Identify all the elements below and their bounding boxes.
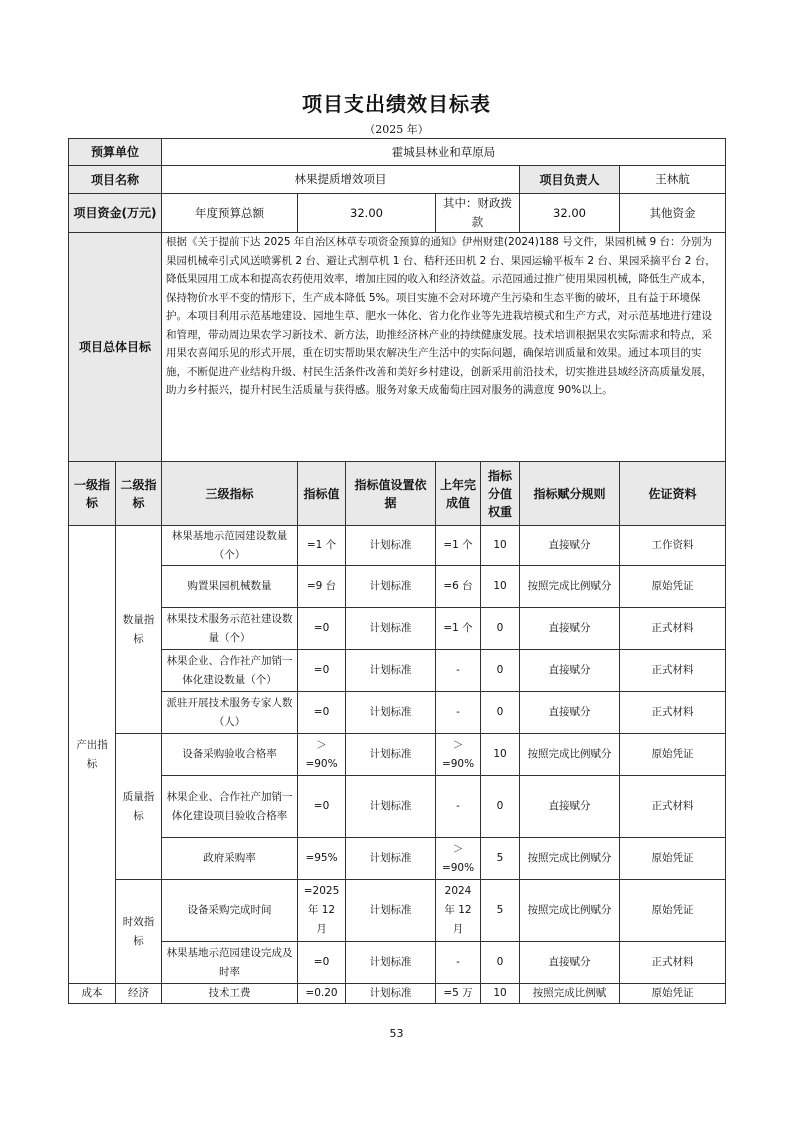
indicator-value: =1 个 xyxy=(298,526,346,566)
indicator-evidence: 正式材料 xyxy=(620,650,726,692)
indicator-basis: 计划标准 xyxy=(346,880,436,942)
indicator-evidence: 原始凭证 xyxy=(620,838,726,880)
indicator-rule: 直接赋分 xyxy=(520,526,620,566)
indicator-last-year: - xyxy=(436,650,481,692)
indicator-basis: 计划标准 xyxy=(346,942,436,984)
table-row xyxy=(69,838,726,880)
fiscal-funds-label: 其中：财政拨款 xyxy=(436,194,520,233)
indicator-last-year: - xyxy=(436,942,481,984)
indicator-basis: 计划标准 xyxy=(346,776,436,838)
indicator-evidence: 正式材料 xyxy=(620,692,726,734)
header-last-year: 上年完成值 xyxy=(436,462,481,526)
table-row xyxy=(69,650,726,692)
indicator-rule: 直接赋分 xyxy=(520,692,620,734)
indicator-last-year: ＞=90% xyxy=(436,838,481,880)
indicator-weight: 0 xyxy=(481,608,520,650)
indicator-name: 林果企业、合作社产加销一体化建设数量（个） xyxy=(162,650,298,692)
other-funds-label: 其他资金 xyxy=(620,194,726,233)
table-row xyxy=(69,734,726,776)
project-leader-label: 项目负责人 xyxy=(520,166,620,194)
indicator-value: =0 xyxy=(298,776,346,838)
table-row xyxy=(69,608,726,650)
indicator-name: 林果企业、合作社产加销一体化建设项目验收合格率 xyxy=(162,776,298,838)
indicator-basis: 计划标准 xyxy=(346,566,436,608)
project-leader-value: 王林航 xyxy=(620,166,726,194)
indicator-rule: 直接赋分 xyxy=(520,608,620,650)
indicator-value: =0 xyxy=(298,650,346,692)
indicator-rule: 按照完成比例赋 xyxy=(520,984,620,1004)
indicator-weight: 5 xyxy=(481,880,520,942)
indicator-rule: 按照完成比例赋分 xyxy=(520,838,620,880)
project-name-label: 项目名称 xyxy=(69,166,162,194)
indicator-basis: 计划标准 xyxy=(346,608,436,650)
indicator-name: 林果基地示范园建设完成及时率 xyxy=(162,942,298,984)
indicator-basis: 计划标准 xyxy=(346,650,436,692)
indicator-evidence: 原始凭证 xyxy=(620,984,726,1004)
header-rule: 指标赋分规则 xyxy=(520,462,620,526)
indicator-basis: 计划标准 xyxy=(346,526,436,566)
indicator-value: =95% xyxy=(298,838,346,880)
level1-output: 产出指标 xyxy=(69,526,116,984)
header-level2: 二级指标 xyxy=(116,462,162,526)
budget-unit-label: 预算单位 xyxy=(69,139,162,166)
indicator-weight: 10 xyxy=(481,984,520,1004)
indicator-last-year: =5 万 xyxy=(436,984,481,1004)
indicator-weight: 0 xyxy=(481,942,520,984)
indicator-weight: 10 xyxy=(481,734,520,776)
indicator-evidence: 正式材料 xyxy=(620,942,726,984)
level2-quantity: 数量指标 xyxy=(116,526,162,734)
annual-total-value: 32.00 xyxy=(298,194,436,233)
table-row xyxy=(69,526,726,566)
page-title: 项目支出绩效目标表 xyxy=(302,92,491,116)
project-funds-label: 项目资金(万元) xyxy=(69,194,162,233)
indicator-rule: 按照完成比例赋分 xyxy=(520,734,620,776)
indicator-value: =0 xyxy=(298,692,346,734)
table-row xyxy=(69,942,726,984)
indicator-weight: 10 xyxy=(481,566,520,608)
indicator-last-year: =1 个 xyxy=(436,526,481,566)
indicator-rule: 按照完成比例赋分 xyxy=(520,566,620,608)
indicator-last-year: 2024 年 12 月 xyxy=(436,880,481,942)
level2-economic: 经济 xyxy=(116,984,162,1004)
indicator-name: 林果基地示范园建设数量（个） xyxy=(162,526,298,566)
indicator-value: ＞=90% xyxy=(298,734,346,776)
overall-goal-label: 项目总体目标 xyxy=(69,233,162,462)
fiscal-funds-value: 32.00 xyxy=(520,194,620,233)
indicator-last-year: =6 台 xyxy=(436,566,481,608)
indicator-value: =9 台 xyxy=(298,566,346,608)
indicator-basis: 计划标准 xyxy=(346,692,436,734)
header-level1: 一级指标 xyxy=(69,462,116,526)
indicator-last-year: - xyxy=(436,692,481,734)
indicator-rule: 直接赋分 xyxy=(520,942,620,984)
header-value: 指标值 xyxy=(298,462,346,526)
table-row xyxy=(69,776,726,838)
indicator-weight: 10 xyxy=(481,526,520,566)
indicator-value: =0.20 xyxy=(298,984,346,1004)
table-row xyxy=(69,880,726,942)
indicator-name: 设备采购验收合格率 xyxy=(162,734,298,776)
indicator-name: 设备采购完成时间 xyxy=(162,880,298,942)
indicator-weight: 0 xyxy=(481,692,520,734)
indicator-last-year: - xyxy=(436,776,481,838)
indicator-name: 购置果园机械数量 xyxy=(162,566,298,608)
indicator-evidence: 工作资料 xyxy=(620,526,726,566)
indicator-name: 技术工费 xyxy=(162,984,298,1004)
indicator-name: 派驻开展技术服务专家人数（人） xyxy=(162,692,298,734)
indicator-value: =0 xyxy=(298,942,346,984)
header-evidence: 佐证资料 xyxy=(620,462,726,526)
table-row xyxy=(69,566,726,608)
level2-quality: 质量指标 xyxy=(116,734,162,880)
indicator-basis: 计划标准 xyxy=(346,984,436,1004)
performance-target-table xyxy=(68,138,726,1004)
table-row xyxy=(69,984,726,1004)
indicator-weight: 0 xyxy=(481,776,520,838)
level1-cost: 成本 xyxy=(69,984,116,1004)
indicator-last-year: ＞=90% xyxy=(436,734,481,776)
table-row xyxy=(69,692,726,734)
level2-timeliness: 时效指标 xyxy=(116,880,162,984)
budget-unit-value: 霍城县林业和草原局 xyxy=(162,139,726,166)
overall-goal-text: 根据《关于提前下达 2025 年自治区林草专项资金预算的通知》伊州财建(2024)188 号文件，果园机械 9 台：分别为果园机械牵引式风送喷雾机 2 台、避让式割草机 1 台、秸秆还田机 2 台、果园运输平板车 2 台、果园采摘平台 2 台，降低果园用工成本和提高农药使用效率，增加庄园的收入和经济效益。示范园通过推广使用果园机械，降低生产成本，保持物价水平不变的情形下，生产成本降低 5%。项目实施不会对环境产生污染和生态平衡的破坏，且有益于环境保护。本项目利用示范基地建设、园地生草、肥水一体化、省力化作业等先进栽培模式和生产方式，对示范基地进行建设和管理，带动周边果农学习新技术、新方法，助推经济林产业的持续健康发展。技术培训根据果农实际需求和特点，采用果农喜闻乐见的形式开展，重在切实帮助果农解决生产生活中的实际问题，确保培训质量和效果。通过本项目的实施，不断促进产业结构升级、村民生活条件改善和美好乡村建设，创新采用前沿技术，切实推进县域经济高质量发展，助力乡村振兴，提升村民生活质量与获得感。服务对象天成葡萄庄园对服务的满意度 90%以上。 xyxy=(162,233,726,462)
indicator-evidence: 原始凭证 xyxy=(620,566,726,608)
annual-total-label: 年度预算总额 xyxy=(162,194,298,233)
indicator-evidence: 原始凭证 xyxy=(620,880,726,942)
indicator-value: =2025 年 12 月 xyxy=(298,880,346,942)
indicator-last-year: =1 个 xyxy=(436,608,481,650)
year-label: （2025 年） xyxy=(364,123,429,136)
indicator-rule: 直接赋分 xyxy=(520,776,620,838)
indicator-basis: 计划标准 xyxy=(346,734,436,776)
indicator-name: 政府采购率 xyxy=(162,838,298,880)
page-number: 53 xyxy=(389,1027,404,1040)
indicator-evidence: 正式材料 xyxy=(620,608,726,650)
header-basis: 指标值设置依据 xyxy=(346,462,436,526)
indicator-weight: 5 xyxy=(481,838,520,880)
indicator-weight: 0 xyxy=(481,650,520,692)
indicator-evidence: 正式材料 xyxy=(620,776,726,838)
indicator-value: =0 xyxy=(298,608,346,650)
indicator-rule: 按照完成比例赋分 xyxy=(520,880,620,942)
indicator-rule: 直接赋分 xyxy=(520,650,620,692)
indicator-name: 林果技术服务示范社建设数量（个） xyxy=(162,608,298,650)
header-weight: 指标分值权重 xyxy=(481,462,520,526)
indicator-basis: 计划标准 xyxy=(346,838,436,880)
header-level3: 三级指标 xyxy=(162,462,298,526)
indicator-evidence: 原始凭证 xyxy=(620,734,726,776)
project-name-value: 林果提质增效项目 xyxy=(162,166,520,194)
